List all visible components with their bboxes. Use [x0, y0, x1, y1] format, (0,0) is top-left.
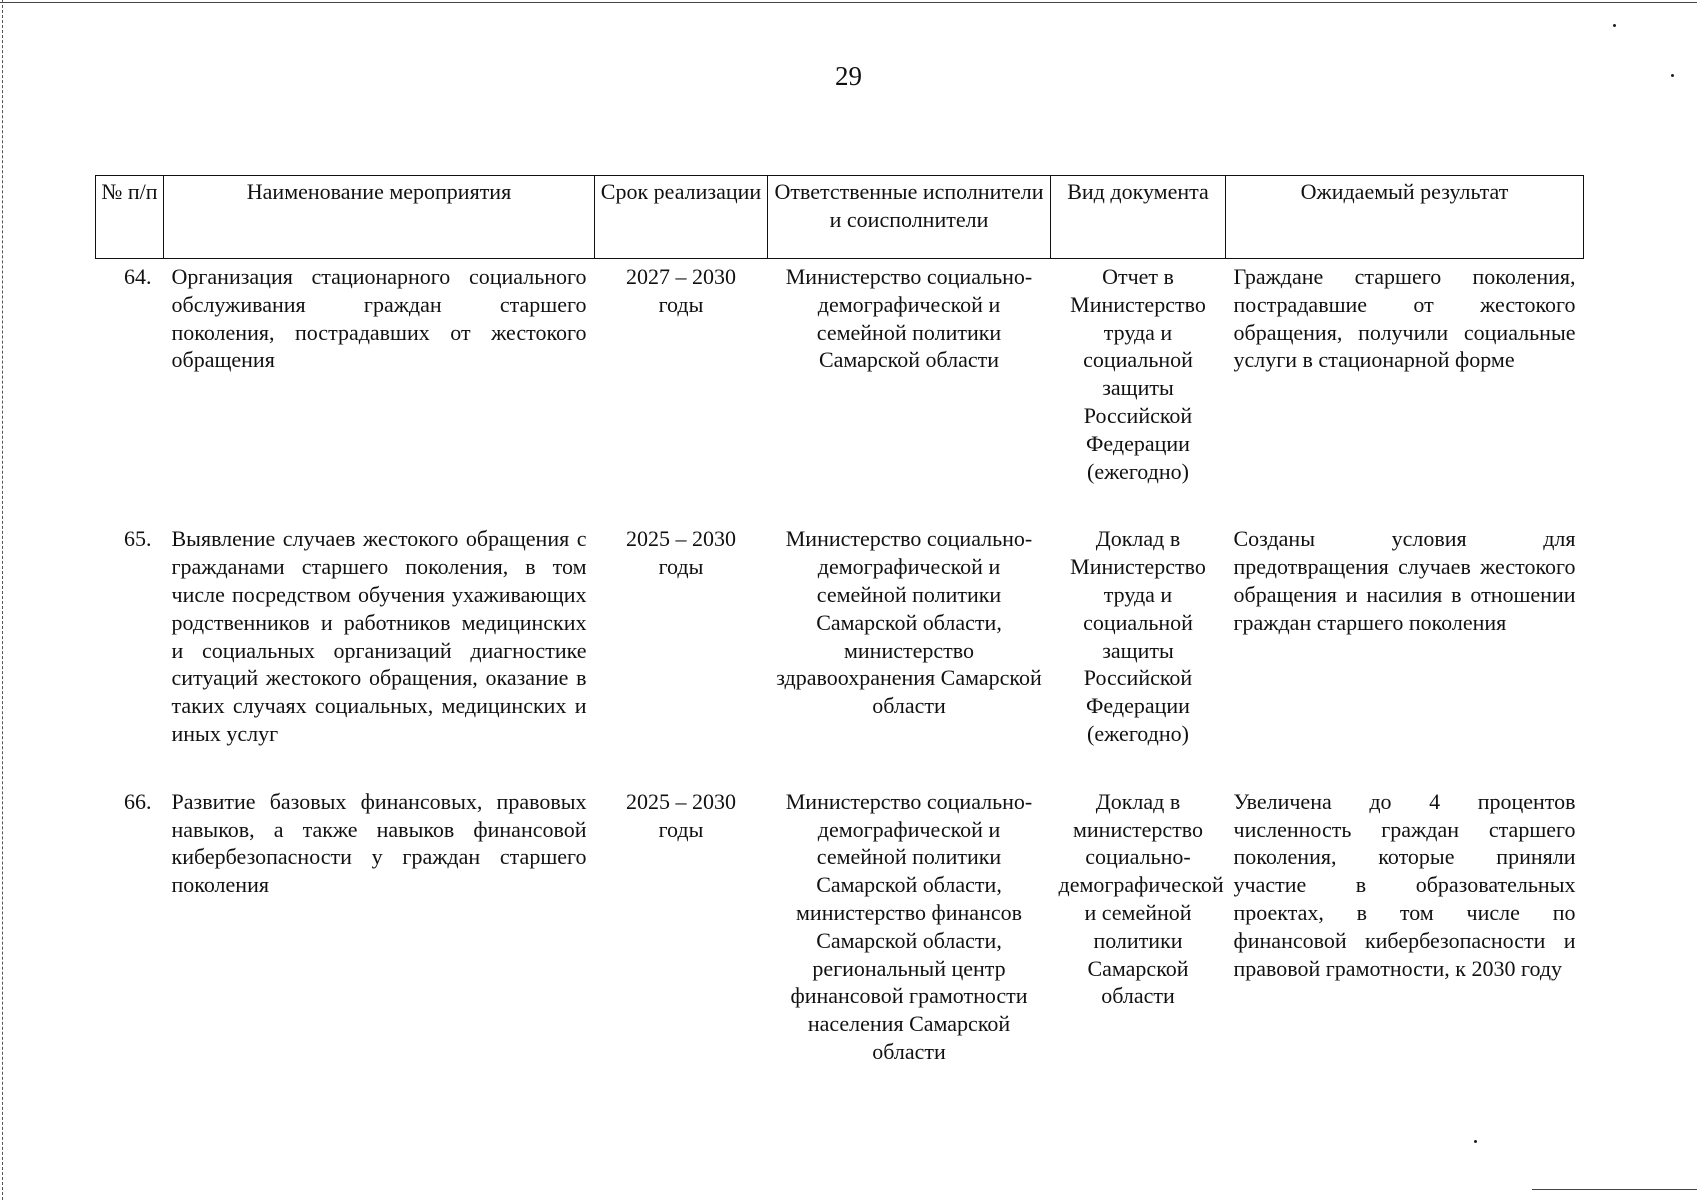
header-name: Наименование мероприятия [164, 176, 595, 259]
page-number: 29 [835, 61, 862, 91]
row-name: Выявление случаев жестокого обращения с гражданами старшего поколения, в том числе посредством обучения ухаживающих родственников и работников медицинских и социальных организаций диагностике ситуаций жестокого обращения, оказание в таких случаях социальных, медицинских и иных услуг [171, 526, 587, 746]
scan-edge-left [2, 0, 3, 1200]
row-result: Увеличена до 4 процентов численность граждан старшего поколения, которые приняли участие в образовательных проектах, в том числе по финансовой кибербезопасности и правовой грамотности, к 2030 году [1233, 788, 1576, 981]
row-responsible: Министерство социально-демографической и семейной политики Самарской области, министерство финансов Самарской области, региональный центр финансовой грамотности населения Самарской области [785, 788, 1033, 1064]
header-term: Срок реализации [595, 176, 768, 259]
row-term: 2027 – 2030 годы [626, 264, 736, 317]
table-row [96, 259, 1584, 522]
row-term: 2025 – 2030 годы [626, 526, 736, 580]
table-row [96, 521, 1584, 783]
table-body [96, 259, 1584, 1102]
header-responsible: Ответственные исполнители и соисполнители [768, 176, 1051, 259]
scan-speck [1671, 74, 1674, 77]
row-result: Граждане старшего поколения, пострадавшие от жестокого обращения, получили социальные услуги в стационарной форме [1233, 264, 1576, 373]
activities-table [95, 175, 1584, 1102]
table-row [96, 784, 1584, 1102]
scan-speck [1474, 1140, 1477, 1143]
row-name: Развитие базовых финансовых, правовых навыков, а также навыков финансовой кибербезопасности у граждан старшего поколения [171, 788, 587, 898]
row-num: 65. [124, 526, 152, 552]
scan-edge-bottom [1532, 1189, 1697, 1190]
header-num: № п/п [96, 176, 164, 259]
header-result: Ожидаемый результат [1226, 176, 1584, 259]
row-name: Организация стационарного социального обслуживания граждан старшего поколения, пострадавших от жестокого обращения [171, 264, 587, 373]
row-doc-type: Доклад в министерство социально-демографической и семейной политики Самарской области [1058, 788, 1224, 1009]
row-term: 2025 – 2030 годы [626, 788, 736, 842]
scan-edge-top [0, 2, 1697, 3]
row-responsible: Министерство социально-демографической и семейной политики Самарской области, министерство здравоохранения Самарской области [776, 526, 1042, 719]
table-header [96, 176, 1584, 259]
row-num: 66. [124, 788, 152, 814]
row-num: 64. [124, 264, 152, 289]
row-result: Созданы условия для предотвращения случаев жестокого обращения и насилия в отношении граждан старшего поколения [1233, 526, 1576, 635]
scan-speck [1613, 24, 1616, 27]
row-doc-type: Отчет в Министерство труда и социальной защиты Российской Федерации (ежегодно) [1070, 264, 1206, 484]
header-doc-type: Вид документа [1051, 176, 1226, 259]
row-responsible: Министерство социально-демографической и семейной политики Самарской области [785, 264, 1033, 373]
row-doc-type: Доклад в Министерство труда и социальной защиты Российской Федерации (ежегодно) [1070, 526, 1206, 746]
